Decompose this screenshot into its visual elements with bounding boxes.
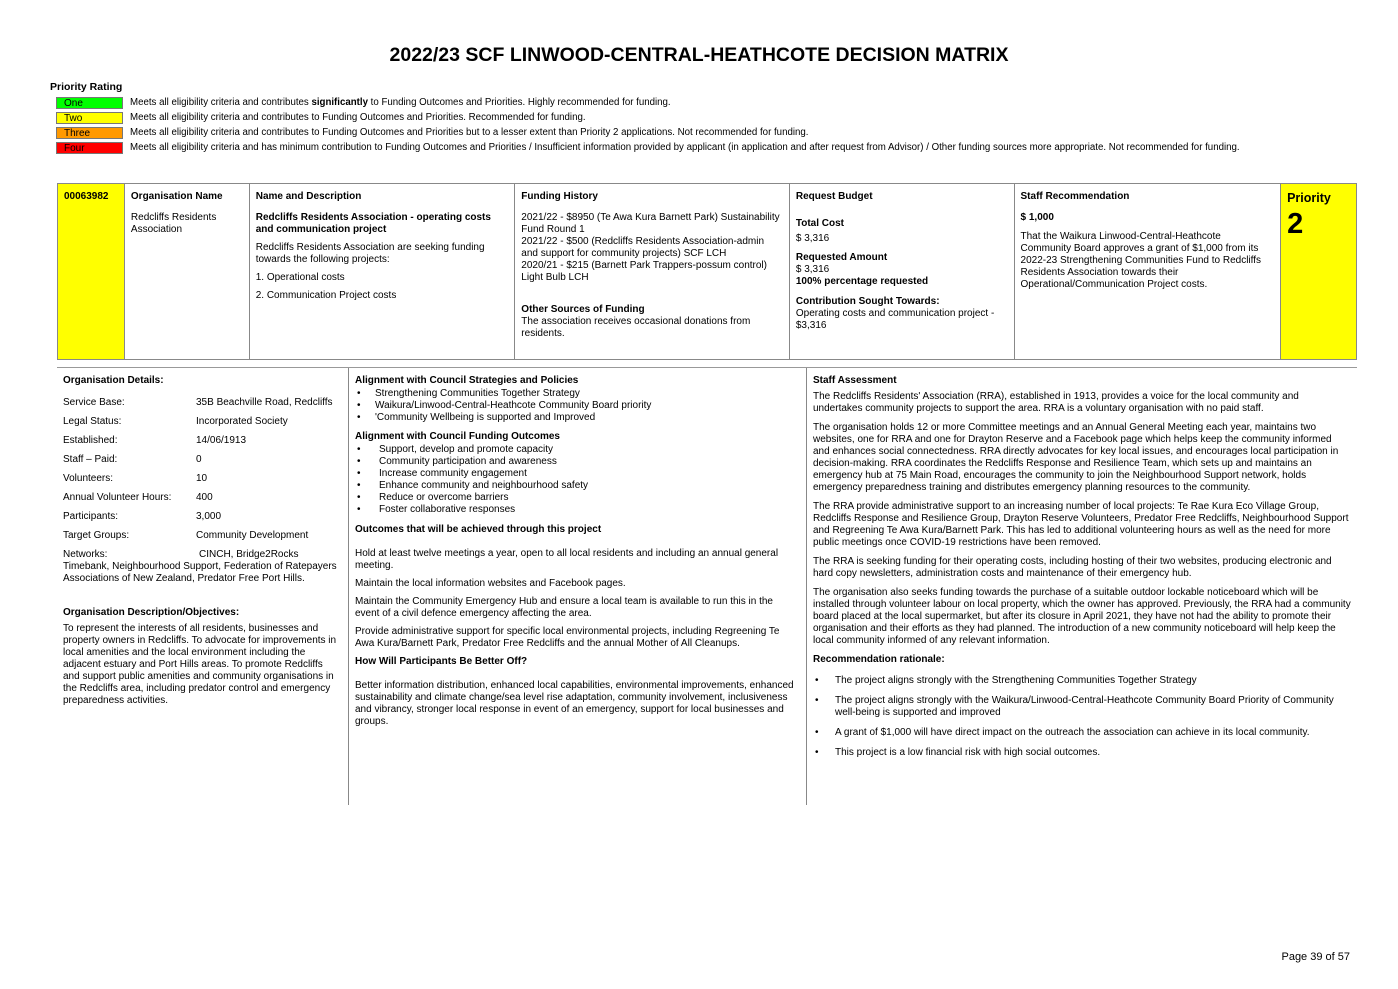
requested-amount: $ 3,316 [795, 264, 830, 275]
achieved-item: Provide administrative support for specific local environmental projects, including Regreening Te Awa Kura/Barnett Park, Predator Free Redcliffs and the annual Mother of All Cleanups. [355, 626, 780, 649]
detail-row: Established: 14/06/1913 [63, 435, 247, 446]
list-item: • This project is a low financial risk with high social outcomes. [813, 747, 1351, 759]
outcomes-list [355, 444, 800, 516]
staff-assessment-section [807, 368, 1357, 805]
contribution: Operating costs and communication project - $3,316 [795, 308, 995, 331]
legend-swatch-three: Three [56, 127, 123, 139]
application-id: 00063982 [64, 191, 109, 202]
legend-swatch-one: One [56, 97, 123, 109]
legend-row-three [56, 127, 1316, 139]
detail-row: Legal Status: Incorporated Society [63, 416, 288, 427]
detail-row: Volunteers: 10 [63, 473, 208, 484]
priority-rating-heading: Priority Rating [50, 81, 123, 93]
rationale-list [813, 675, 1351, 759]
assessment-paragraph: The RRA provide administrative support to an increasing number of local projects: Te Rae Kura Eco Village Group, Redcliffs Response and Resilience Group, Drayton Reserve Volunteers, Predator Free Redcliffs, Neighbourhood Support and Regreening Te Awa Kura/Barnett Park. This has led to additional volunteering hours as well as the need for more public meetings once COVID-19 restrictions have been removed. [813, 501, 1349, 548]
total-cost: $ 3,316 [795, 233, 830, 244]
legend-text-three: Meets all eligibility criteria and contributes to Funding Outcomes and Priorities but to a lesser extent than Priority 2 applications. Not recommended for funding. [130, 127, 809, 138]
achieved-item: Maintain the local information websites and Facebook pages. [355, 578, 626, 589]
strategies-heading: Alignment with Council Strategies and Policies [355, 375, 579, 386]
project-intro: Redcliffs Residents Association are seeking funding towards the following projects: [255, 242, 485, 265]
detail-row: Participants: 3,000 [63, 511, 222, 522]
page-title: 2022/23 SCF LINWOOD-CENTRAL-HEATHCOTE DECISION MATRIX [389, 44, 1009, 66]
better-off-heading: How Will Participants Be Better Off? [355, 656, 528, 667]
request-budget-cell [790, 184, 1015, 359]
other-sources-heading: Other Sources of Funding [521, 304, 645, 315]
org-description-heading: Organisation Description/Objectives: [63, 607, 240, 618]
priority-legend [56, 97, 1316, 157]
list-item: • Increase community engagement [355, 468, 800, 480]
legend-row-two [56, 112, 1316, 124]
percentage-requested: 100% percentage requested [795, 276, 929, 287]
list-item: • A grant of $1,000 will have direct impact on the outreach the association can achieve in its local community. [813, 727, 1351, 739]
outcomes-heading: Alignment with Council Funding Outcomes [355, 431, 560, 442]
achieved-item: Maintain the Community Emergency Hub and ensure a local team is available to run this in the event of a civil defence emergency affecting the area. [355, 596, 773, 619]
org-name: Redcliffs Residents Association [130, 212, 217, 235]
org-name-cell [125, 184, 250, 359]
detail-row: Staff – Paid: 0 [63, 454, 202, 465]
strategies-list [355, 388, 800, 424]
project-item: 2. Communication Project costs [255, 290, 397, 301]
legend-text-four: Meets all eligibility criteria and has minimum contribution to Funding Outcomes and Priorities / Insufficient information provided by applicant (in application and after request from Advisor) / Other funding sources more appropriate. Not recommended for funding. [130, 142, 1240, 153]
legend-swatch-two: Two [56, 112, 123, 124]
funding-history-heading: Funding History [521, 191, 598, 202]
page-number: Page 39 of 57 [1281, 951, 1350, 963]
assessment-paragraph: The organisation holds 12 or more Committee meetings and an Annual General Meeting each year, maintains two websites, one for RRA and one for Drayton Reserve and a Facebook page which helps keep the community informed and enhances social connectedness. RRA directly advocates for key local issues, and encourages local participation in decision-making. RRA coordinates the Redcliffs Response and Resilience Team, which sets up and maintains an emergency hub at 75 Main Road, encourages the community to join the Neighbourhood Support network, holds emergency preparedness training and distributes emergency planning resources to the community. [813, 422, 1339, 493]
list-item: • Support, develop and promote capacity [355, 444, 800, 456]
better-off: Better information distribution, enhanced local capabilities, environmental improvements, enhanced sustainability and climate change/sea level rise adaptation, community involvement, inclusiveness and vibrancy, stronger local response in event of an emergency, support for local businesses and groups. [355, 680, 794, 727]
assessment-paragraph: The RRA is seeking funding for their operating costs, including hosting of their two websites, producing electronic and hard copy newsletters, administration costs and maintenance of their emergency hub. [813, 556, 1332, 579]
priority-value: 2 [1287, 208, 1304, 240]
detail-row: Service Base: 35B Beachville Road, Redcliffs [63, 397, 333, 408]
application-id-cell [58, 184, 125, 359]
project-title: Redcliffs Residents Association - operating costs and communication project [255, 212, 491, 235]
list-item: • Foster collaborative responses [355, 504, 800, 516]
requested-amount-label: Requested Amount [795, 252, 888, 263]
legend-row-four [56, 142, 1316, 154]
list-item: • Waikura/Linwood-Central-Heathcote Community Board priority [355, 400, 800, 412]
list-item: • The project aligns strongly with the Strengthening Communities Together Strategy [813, 675, 1351, 687]
priority-heading: Priority [1287, 191, 1331, 205]
staff-recommendation-heading: Staff Recommendation [1020, 191, 1130, 202]
staff-recommendation-amount: $ 1,000 [1020, 212, 1054, 223]
detail-row: Annual Volunteer Hours: 400 [63, 492, 213, 503]
legend-text-one: Meets all eligibility criteria and contributes significantly to Funding Outcomes and Priorities. Highly recommended for funding. [130, 97, 671, 108]
detail-row: Target Groups: Community Development [63, 530, 309, 541]
funding-history: 2021/22 - $8950 (Te Awa Kura Barnett Park) Sustainability Fund Round 1 2021/22 - $500 (Redcliffs Residents Association-admin and support for community projects) SCF LCH 2020/21 - $215 (Barnett Park Trappers-possum control) Light Bulb LCH [521, 212, 780, 283]
rationale-heading: Recommendation rationale: [813, 654, 945, 665]
project-item: 1. Operational costs [255, 272, 345, 283]
legend-swatch-four: Four [56, 142, 123, 154]
other-sources: The association receives occasional donations from residents. [521, 316, 751, 339]
assessment-paragraph: The organisation also seeks funding towards the purchase of a suitable outdoor lockable noticeboard which will be installed through volunteer labour on local property, which the owner has approved. Previously, the RRA had a community board placed at the local supermarket, but after its closure in April 2021, they have not had the ability to promote their organisation and their efforts as they had planned. The introduction of a new community noticeboard will help keep the local community informed of any relevant information. [813, 587, 1351, 646]
staff-assessment-heading: Staff Assessment [813, 375, 897, 386]
staff-recommendation-cell [1015, 184, 1282, 359]
list-item: • Reduce or overcome barriers [355, 492, 800, 504]
org-name-heading: Organisation Name [130, 191, 223, 202]
name-description-cell [250, 184, 516, 359]
networks: Networks: CINCH, Bridge2Rocks Timebank, Neighbourhood Support, Federation of Ratepayers Associations of New Zealand, Predator Free Port Hills. [63, 549, 337, 584]
list-item: • Community participation and awareness [355, 456, 800, 468]
achieved-item: Hold at least twelve meetings a year, open to all local residents and including an annual general meeting. [355, 548, 779, 571]
contribution-label: Contribution Sought Towards: [795, 296, 940, 307]
list-item: • The project aligns strongly with the Waikura/Linwood-Central-Heathcote Community Board Priority of Community well-being is supported and improved [813, 695, 1351, 719]
funding-history-cell [515, 184, 790, 359]
list-item: • 'Community Wellbeing is supported and Improved [355, 412, 800, 424]
list-item: • Enhance community and neighbourhood safety [355, 480, 800, 492]
organisation-details-section [57, 368, 348, 805]
name-description-heading: Name and Description [255, 191, 362, 202]
list-item: • Strengthening Communities Together Strategy [355, 388, 800, 400]
org-details-heading: Organisation Details: [63, 375, 164, 386]
request-budget-heading: Request Budget [795, 191, 873, 202]
application-summary-table [57, 183, 1357, 360]
priority-cell [1281, 184, 1356, 359]
legend-row-one [56, 97, 1316, 109]
staff-recommendation-text: That the Waikura Linwood-Central-Heathcote Community Board approves a grant of $1,000 from its 2022-23 Strengthening Communities Fund to Redcliffs Residents Association towards their Operational/Communication Project costs. [1020, 231, 1262, 290]
assessment-paragraph: The Redcliffs Residents' Association (RRA), established in 1913, provides a voice for the local community and undertakes community projects to support the area. RRA is a voluntary organisation with no paid staff. [813, 391, 1299, 414]
alignment-section [349, 368, 806, 805]
legend-text-two: Meets all eligibility criteria and contributes to Funding Outcomes and Priorities. Recommended for funding. [130, 112, 586, 123]
total-cost-label: Total Cost [795, 218, 845, 229]
achieved-heading: Outcomes that will be achieved through this project [355, 524, 602, 535]
org-description: To represent the interests of all residents, businesses and property owners in Redcliffs. To advocate for improvements in local amenities and the local environment including the adjacent estuary and Port Hills areas. To promote Redcliffs and support public amenities and community organisations in the Redcliffs area, including predator control and emergency preparedness activities. [63, 623, 337, 706]
